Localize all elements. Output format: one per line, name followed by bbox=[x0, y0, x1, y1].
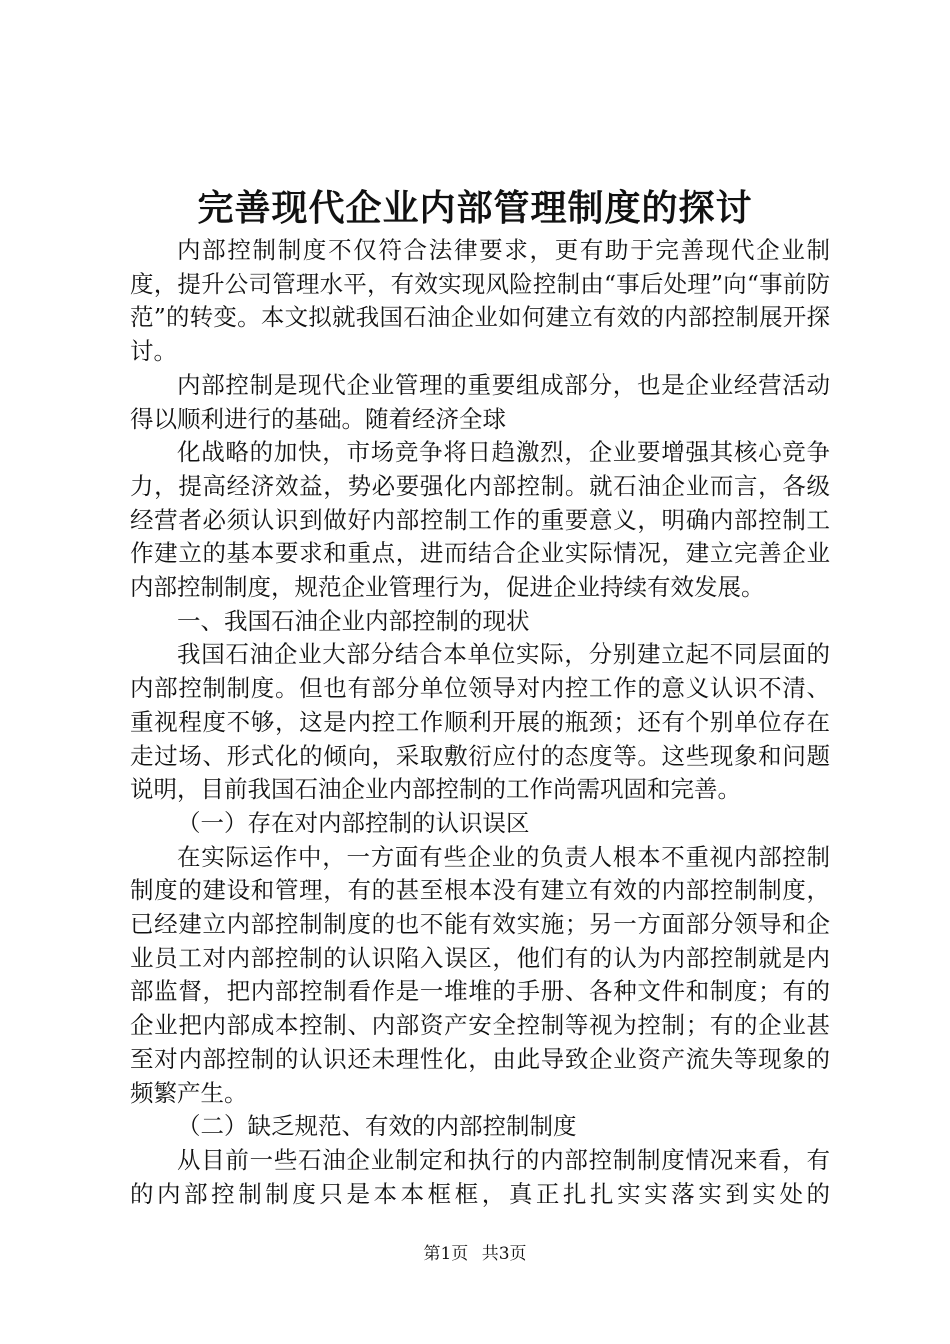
section-heading-1: 一、我国石油企业内部控制的现状 bbox=[177, 606, 530, 635]
paragraph-intro: 内部控制制度不仅符合法律要求，更有助于完善现代企业制度，提升公司管理水平，有效实现风险控制由“事后处理”向“事前防范”的转变。本文拟就我国石油企业如何建立有效的内部控制展开探讨。 bbox=[130, 236, 830, 366]
page-footer bbox=[0, 1242, 950, 1266]
subsection-heading-2: （二）缺乏规范、有效的内部控制制度 bbox=[177, 1112, 577, 1141]
document-title: 完善现代企业内部管理制度的探讨 bbox=[197, 187, 753, 229]
page-number-total: 共3页 bbox=[481, 1244, 527, 1264]
page-number-current: 第1页 bbox=[423, 1244, 469, 1264]
subsection-heading-1: （一）存在对内部控制的认识误区 bbox=[177, 808, 530, 837]
paragraph-background: 内部控制是现代企业管理的重要组成部分，也是企业经营活动得以顺利进行的基础。随着经济全球 bbox=[130, 370, 830, 433]
paragraph-current-status: 我国石油企业大部分结合本单位实际，分别建立起不同层面的内部控制制度。但也有部分单位领导对内控工作的意义认识不清、重视程度不够，这是内控工作顺利开展的瓶颈；还有个别单位存在走过场、形式化的倾向，采取敷衍应付的态度等。这些现象和问题说明，目前我国石油企业内部控制的工作尚需巩固和完善。 bbox=[130, 640, 830, 804]
document-body bbox=[130, 234, 830, 1211]
paragraph-misconception: 在实际运作中，一方面有些企业的负责人根本不重视内部控制制度的建设和管理，有的甚至根本没有建立有效的内部控制制度，已经建立内部控制制度的也不能有效实施；另一方面部分领导和企业员工对内部控制的认识陷入误区，他们有的认为内部控制就是内部监督，把内部控制看作是一堆堆的手册、各种文件和制度；有的企业把内部成本控制、内部资产安全控制等视为控制；有的企业甚至对内部控制的认识还未理性化，由此导致企业资产流失等现象的频繁产生。 bbox=[130, 842, 830, 1107]
paragraph-lack-of-system: 从目前一些石油企业制定和执行的内部控制制度情况来看，有的内部控制制度只是本本框框，真正扎扎实实落实到实处的 bbox=[130, 1145, 830, 1208]
paragraph-globalization: 化战略的加快，市场竞争将日趋激烈，企业要增强其核心竞争力，提高经济效益，势必要强化内部控制。就石油企业而言，各级经营者必须认识到做好内部控制工作的重要意义，明确内部控制工作建立的基本要求和重点，进而结合企业实际情况，建立完善企业内部控制制度，规范企业管理行为，促进企业持续有效发展。 bbox=[130, 438, 830, 602]
